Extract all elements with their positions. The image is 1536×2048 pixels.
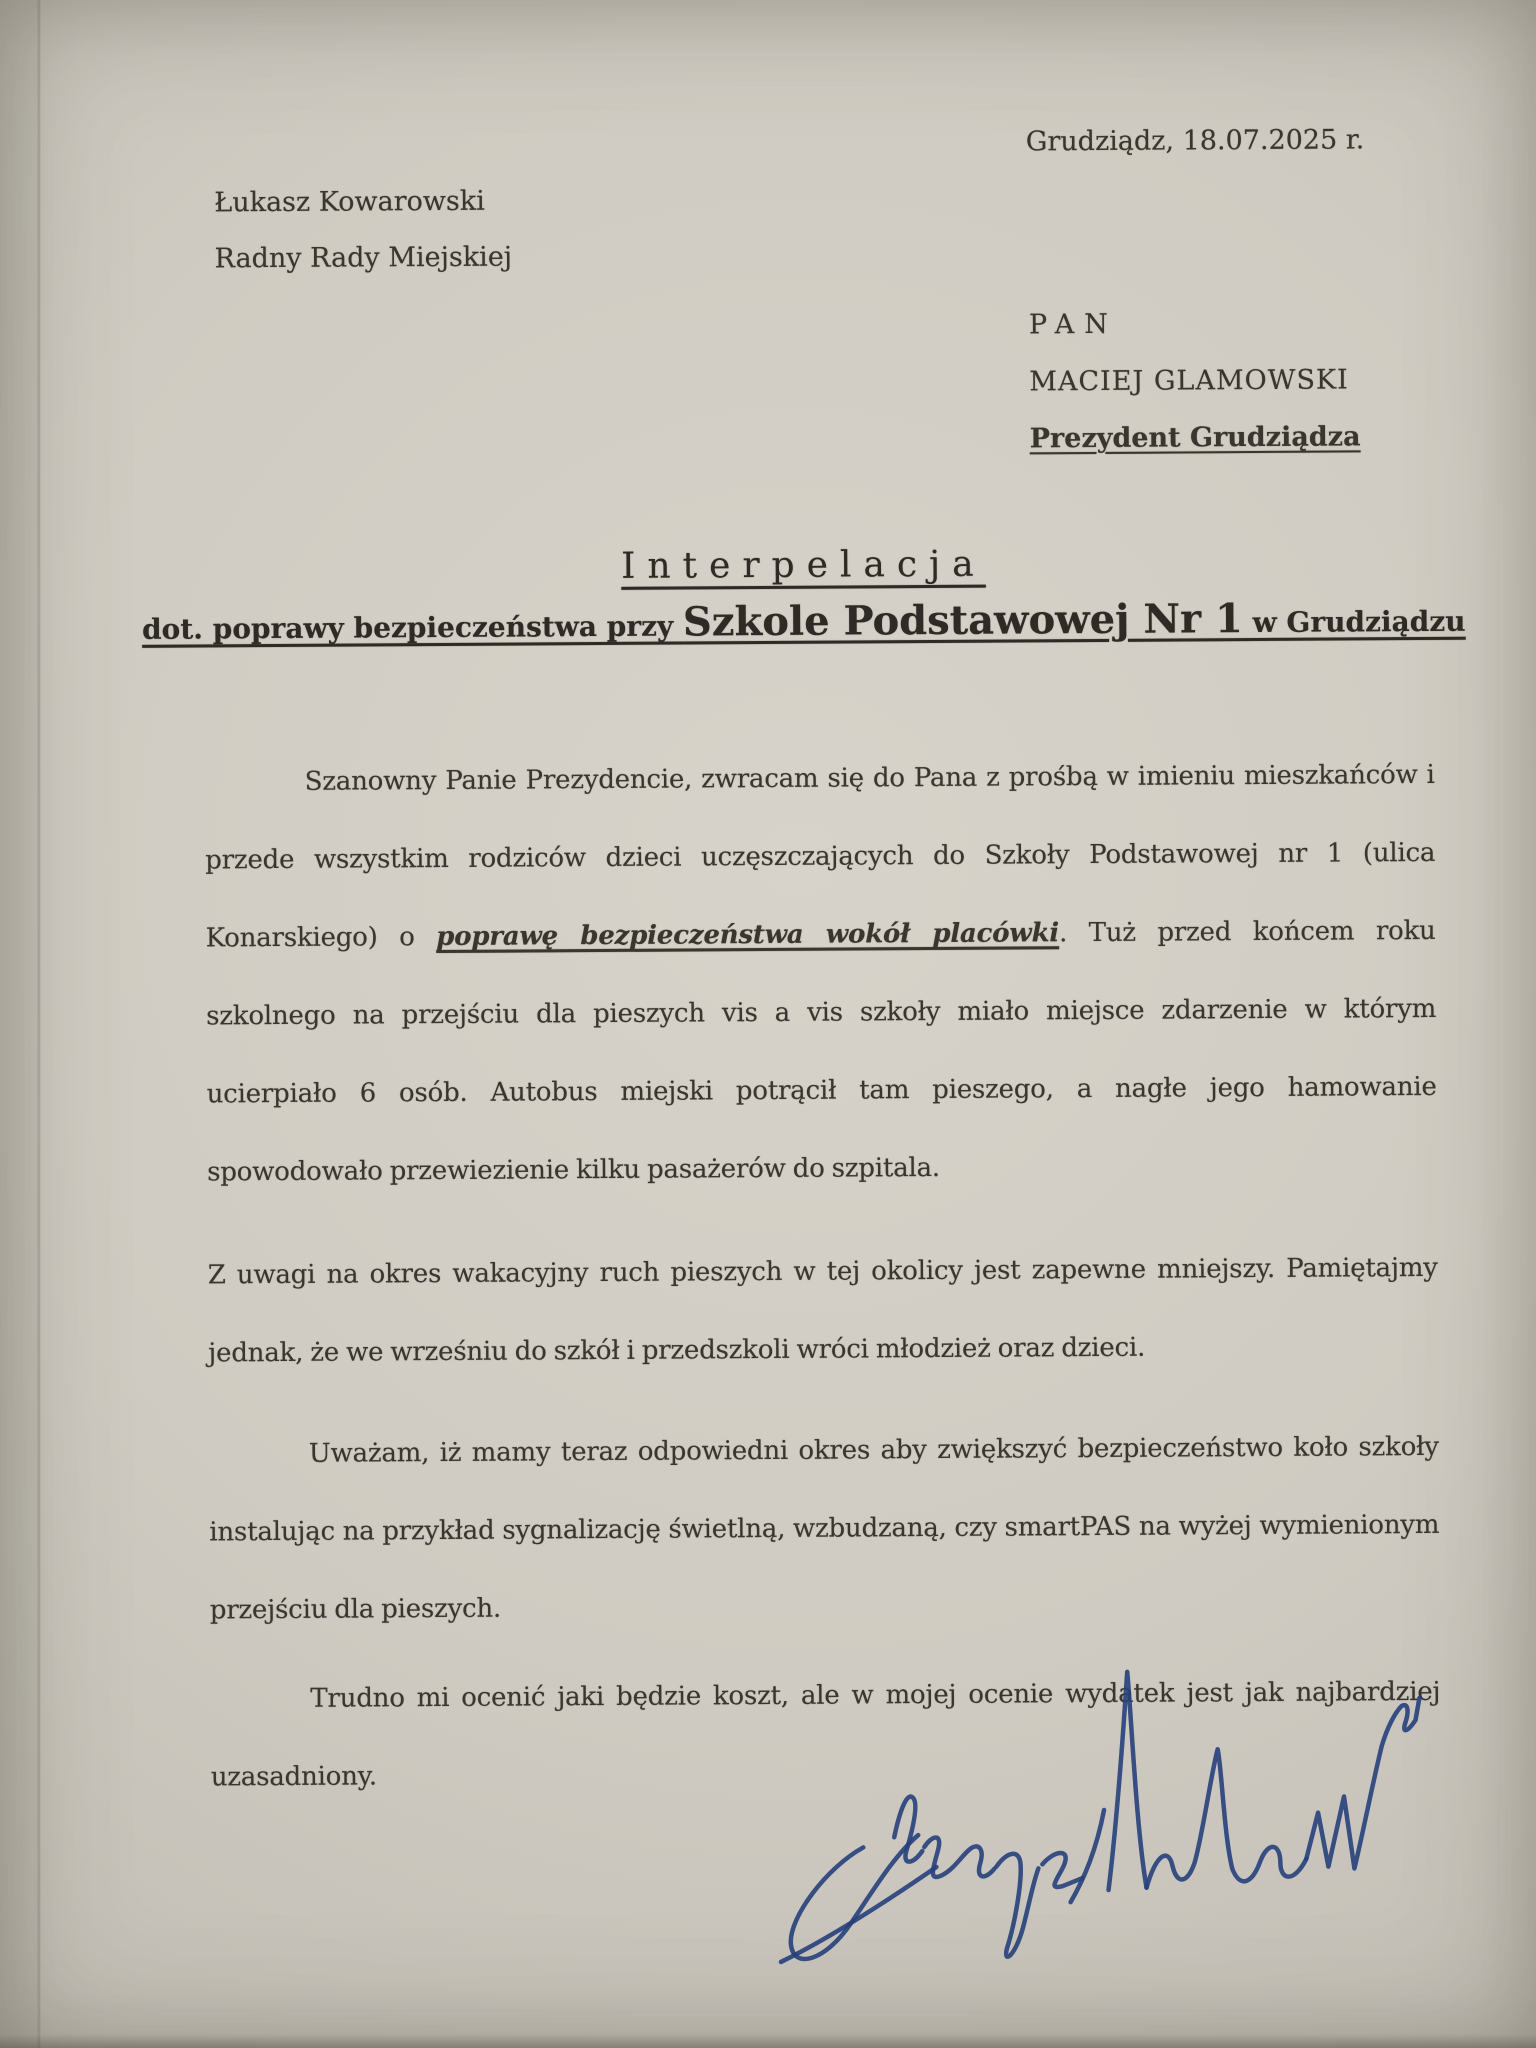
sender-role: Radny Rady Miejskiej: [214, 241, 513, 275]
document-subject: [39, 593, 1536, 649]
letter-body: [205, 736, 1442, 1816]
paragraph-3: Uważam, iż mamy teraz odpowiedni okres aby zwiększyć bezpieczeństwo koło szkoły instalując na przykład sygnalizację świetlną, wzbudzaną, czy smartPAS na wyżej wymienionym przejściu dla pieszych.: [209, 1431, 1440, 1626]
paragraph-1-lead: Szanowny Panie Prezydencie, zwracam się do Pana z prośbą w imieniu mieszkańców i przede wszystkim rodziców dzieci uczęszczających do Szkoły Podstawowej nr 1 (ulica Konarskiego) o: [205, 759, 1436, 954]
subject-suffix: w Grudziądzu: [1242, 604, 1466, 640]
recipient-name: MACIEJ GLAMOWSKI: [1029, 364, 1349, 398]
recipient-block: [1029, 294, 1361, 467]
paragraph-1-rest: . Tuż przed końcem roku szkolnego na przejściu dla pieszych vis a vis szkoły miało miejsce zdarzenie w którym ucierpiało 6 osób. Autobus miejski potrącił tam pieszego, a nagłe jego hamowanie spowodowało przewiezienie kilku pasażerów do szpitala.: [206, 915, 1437, 1188]
paragraph-4: Trudno mi ocenić jaki będzie koszt, ale w mojej ocenie wydatek jest jak najbardziej uzasadniony.: [210, 1676, 1441, 1793]
paragraph-2: Z uwagi na okres wakacyjny ruch pieszych w tej okolicy jest zapewne mniejszy. Pamiętajmy jednak, że we wrześniu do szkół i przedszkoli wróci młodzież oraz dzieci.: [207, 1252, 1438, 1369]
date-line: Grudziądz, 18.07.2025 r.: [1025, 124, 1365, 158]
subject-emphasis: Szkole Podstawowej Nr 1: [682, 595, 1243, 646]
sender-block: [214, 174, 512, 288]
paragraph-1-emphasis: poprawę bezpieczeństwa wokół placówki: [436, 918, 1060, 953]
recipient-title: Prezydent Grudziądza: [1029, 421, 1361, 455]
subject-prefix: dot. poprawy bezpieczeństwa przy: [141, 609, 684, 646]
photo-bottom-edge: [0, 2034, 1536, 2048]
recipient-salutation: PAN: [1028, 308, 1118, 341]
sender-name: Łukasz Kowarowski: [214, 185, 485, 219]
paragraph-1: [205, 736, 1438, 1212]
document-title: Interpelacja: [621, 543, 986, 587]
